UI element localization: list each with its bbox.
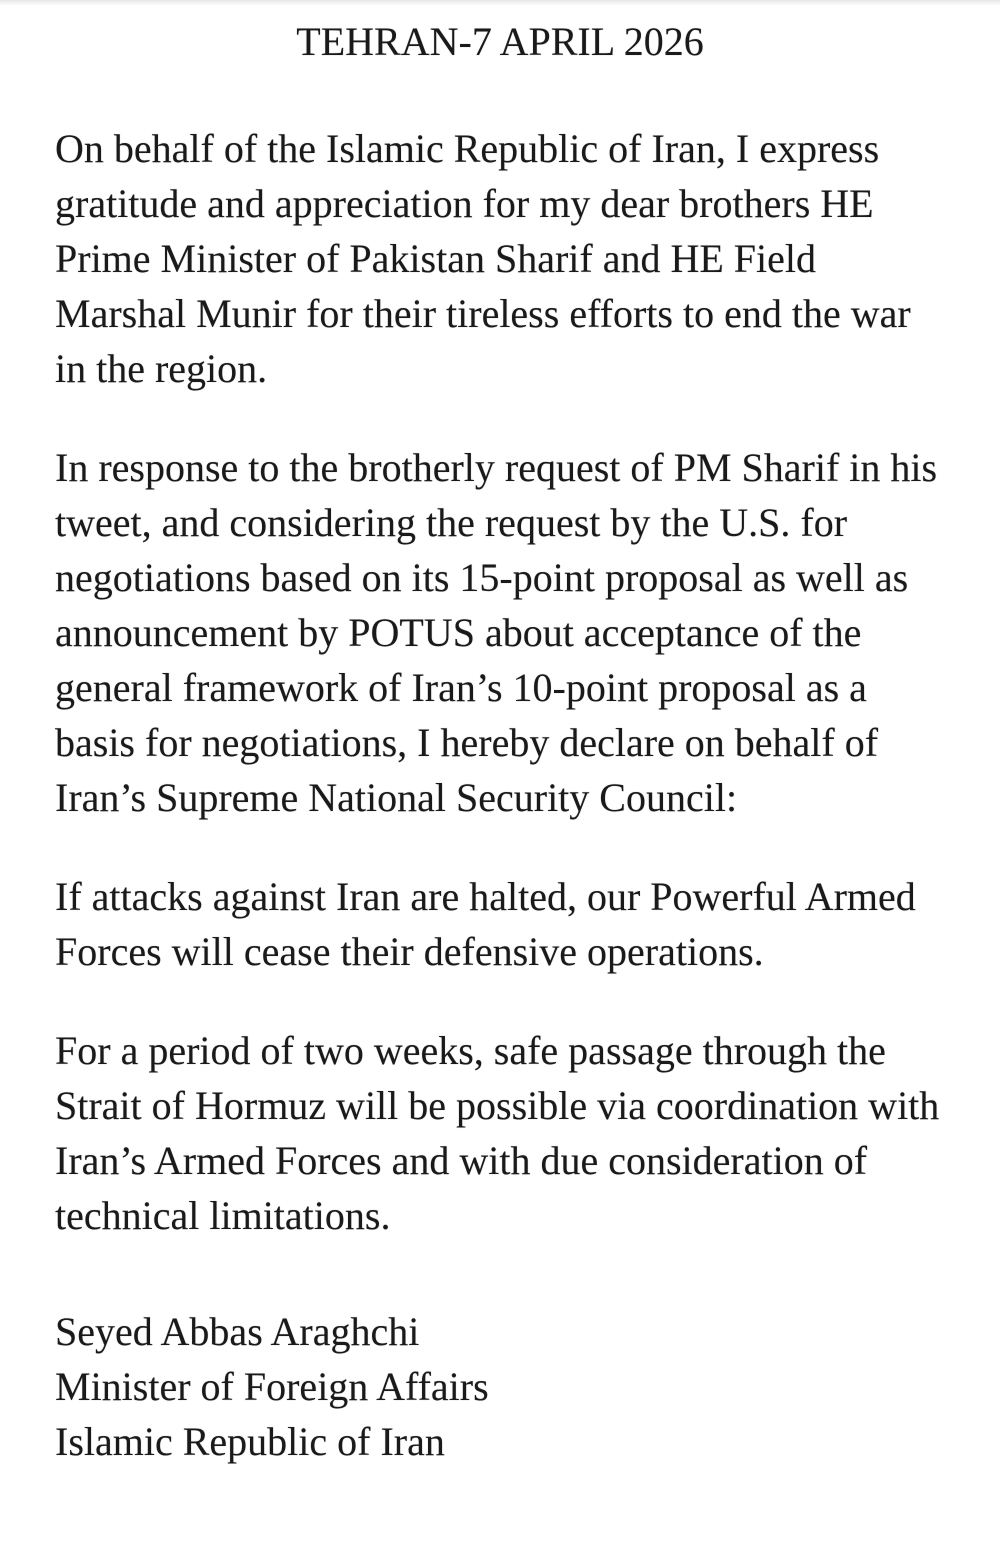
paragraph-line: tweet, and considering the request by the U.S. for	[55, 500, 848, 545]
signature-line: Islamic Republic of Iran	[55, 1419, 445, 1464]
paragraph	[55, 869, 945, 979]
signature-line: Seyed Abbas Araghchi	[55, 1309, 420, 1354]
paragraph-line: Marshal Munir for their tireless efforts to end the war	[55, 291, 911, 336]
paragraph	[55, 440, 945, 825]
paragraph-line: announcement by POTUS about acceptance of the	[55, 610, 862, 655]
paragraph-line: in the region.	[55, 346, 268, 391]
signature-line: Minister of Foreign Affairs	[55, 1364, 489, 1409]
paragraph-line: basis for negotiations, I hereby declare on behalf of	[55, 720, 879, 765]
paragraph-line: technical limitations.	[55, 1193, 391, 1238]
paragraph-line: For a period of two weeks, safe passage through the	[55, 1028, 886, 1073]
document-title: TEHRAN-7 APRIL 2026	[296, 19, 704, 64]
photo-top-edge-strip	[0, 0, 1000, 5]
paragraph-line: Forces will cease their defensive operations.	[55, 929, 764, 974]
signature-block	[55, 1304, 945, 1469]
paragraph-line: Strait of Hormuz will be possible via coordination with	[55, 1083, 940, 1128]
paragraph	[55, 1023, 945, 1243]
paragraph-line: Prime Minister of Pakistan Sharif and HE Field	[55, 236, 817, 281]
paragraph-line: general framework of Iran’s 10-point proposal as a	[55, 665, 867, 710]
paragraph-line: If attacks against Iran are halted, our Powerful Armed	[55, 874, 916, 919]
paragraph	[55, 121, 945, 396]
paragraph-line: In response to the brotherly request of PM Sharif in his	[55, 445, 938, 490]
paragraph-line: On behalf of the Islamic Republic of Iran, I express	[55, 126, 880, 171]
paragraph-line: Iran’s Armed Forces and with due consideration of	[55, 1138, 868, 1183]
paragraph-line: Iran’s Supreme National Security Council:	[55, 775, 738, 820]
paragraph-line: negotiations based on its 15-point proposal as well as	[55, 555, 909, 600]
paragraph-line: gratitude and appreciation for my dear brothers HE	[55, 181, 874, 226]
paragraphs	[55, 121, 945, 1243]
